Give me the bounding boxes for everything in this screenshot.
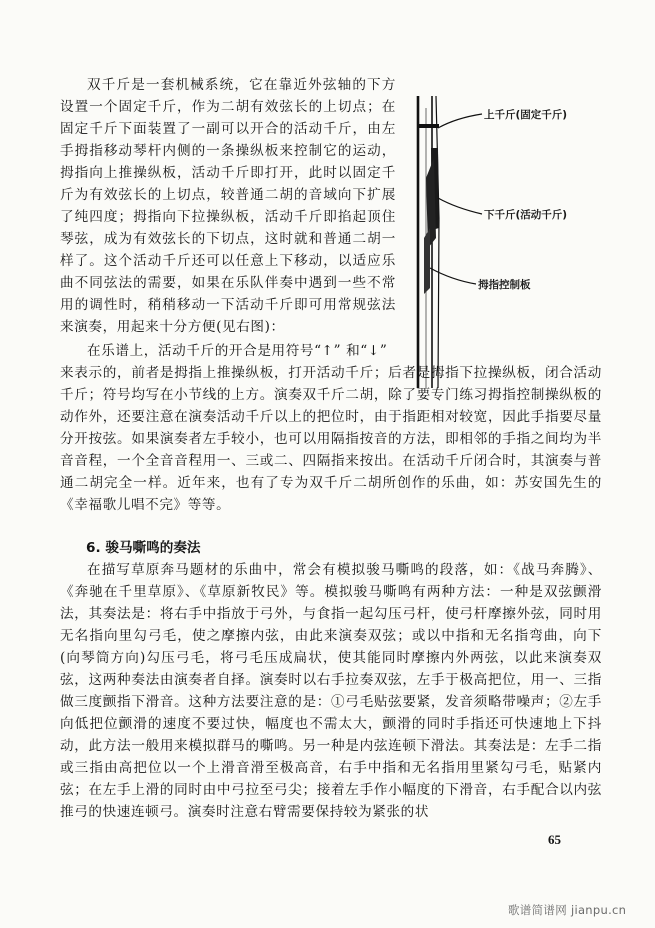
section-heading: 6. 骏马嘶鸣的奏法: [86, 540, 201, 556]
paragraph-notation: [60, 340, 602, 516]
paragraph-notation-rest: 来表示的，前者是拇指上推操纵板，打开活动千斤；后者是拇指下拉操纵板，闭合活动千斤；符号均写在小节线的上方。演奏双千斤二胡，除了要专门练习拇指控制操纵板的动作外，还要注意在演奏活动千斤以上的把位时，由于指距相对较宽，因此手指要尽量分开按弦。如果演奏者左手较小，也可以用隔指按音的方法，即相邻的手指之间均为半音音程，一个全音音程用一、三或二、四隔指来按出。在活动千斤闭合时，其演奏与普通二胡完全一样。近年来，也有了专为双千斤二胡所创作的乐曲，如：苏安国先生的《幸福歌儿唱不完》等等。: [60, 365, 602, 513]
label-upper-qianjin: 上千斤(固定千斤): [484, 109, 568, 121]
label-control-plate: 拇指控制板: [478, 279, 531, 291]
page-number: 65: [548, 832, 561, 847]
paragraph-horse-neigh: 在描写草原奔马题材的乐曲中，常会有模拟骏马嘶鸣的段落，如：《战马奔腾》、《奔驰在千里草原》、《草原新牧民》等。模拟骏马嘶鸣有两种方法：一种是双弦颤滑法，其奏法是：将右手中指放于弓外，与食指一起勾压弓杆，使弓杆摩擦外弦，同时用无名指向里勾弓毛，使之摩擦内弦，由此来演奏双弦；或以中指和无名指弯曲，向下(向琴筒方向)勾压弓毛，将弓毛压成扁状，使其能同时摩擦内外两弦，以此来演奏双弦，这两种奏法由演奏者自择。演奏时以右手拉奏双弦，左手于极高把位，用一、三指做三度颤指下滑音。这种方法要注意的是：①弓毛贴弦要紧，发音须略带噪声；②左手向低把位颤滑的速度不要过快，幅度也不需太大，颤滑的同时手指还可快速地上下抖动，此方法一般用来模拟群马的嘶鸣。另一种是内弦连顿下滑法。其奏法是：左手二指或三指由高把位以一个上滑音滑至极高音，右手中指和无名指用里紧勾弓毛，贴紧内弦；在左手上滑的同时由中弓拉至弓尖；接着左手作小幅度的下滑音，右手配合以内弦推弓的快速连顿弓。演奏时注意右臂需要保持较为紧张的状: [60, 562, 602, 820]
control-plate-lower: [424, 228, 430, 294]
upper-qianjin-mark: [417, 124, 439, 128]
watermark: 歌谱简谱网 jianpu.cn: [508, 903, 627, 917]
leader-plate: [430, 268, 476, 284]
label-lower-qianjin: 下千斤(活动千斤): [484, 209, 568, 221]
leader-lower: [438, 198, 482, 214]
paragraph-double-qianjin: 双千斤是一套机械系统，它在靠近外弦轴的下方设置一个固定千斤，作为二胡有效弦长的上切点；在固定千斤下面装置了一副可以开合的活动千斤，由左手拇指移动琴杆内侧的一条操纵板来控制它的运动，拇指向上推操纵板，活动千斤即打开，此时以固定千斤为有效弦长的上切点，较普通二胡的音域向下扩展了纯四度；拇指向下拉操纵板，活动千斤即掐起顶住琴弦，成为有效弦长的下切点，这时就和普通二胡一样了。这个活动千斤还可以任意上下移动，以适应乐曲不同弦法的需要，如果在乐队伴奏中遇到一些不常用的调性时，稍稍移动一下活动千斤即可用常规弦法来演奏，用起来十分方便(见右图)：: [60, 77, 396, 335]
leader-upper: [438, 114, 482, 128]
paragraph-notation-first-line: 在乐谱上，活动千斤的开合是用符号“↑” 和“↓”: [87, 343, 388, 359]
